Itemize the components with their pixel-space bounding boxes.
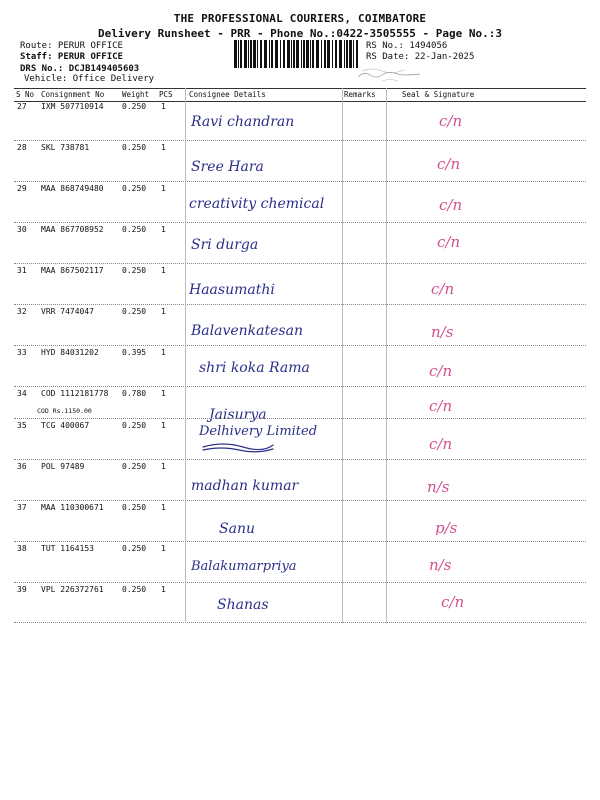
col-seal: Seal & Signature [402, 90, 475, 99]
row-pcs: 1 [161, 102, 166, 111]
row-consignment: MAA 110300671 [41, 503, 104, 512]
row-weight: 0.780 [122, 389, 147, 398]
row-consignment: TCG 400067 [41, 421, 90, 430]
svg-text:Delhivery Limited: Delhivery Limited [199, 424, 318, 439]
svg-text:Sanu: Sanu [219, 521, 255, 537]
svg-text:c/n: c/n [439, 112, 463, 130]
row-consignment: VRR 7474047 [41, 307, 94, 316]
seal-signature [409, 229, 499, 257]
col-consignee: Consignee Details [189, 90, 266, 99]
row-sno: 31 [17, 266, 27, 275]
consignee-signature [189, 464, 419, 498]
row-consignment: TUT 1164153 [41, 544, 94, 553]
row-pcs: 1 [161, 389, 166, 398]
table-row [14, 223, 586, 264]
consignee-signature [189, 227, 419, 261]
table-row [14, 182, 586, 223]
svg-text:c/n: c/n [429, 435, 453, 453]
row-pcs: 1 [161, 462, 166, 471]
row-weight: 0.250 [122, 266, 147, 275]
row-sno: 39 [17, 585, 27, 594]
row-consignment: IXM 507710914 [41, 102, 104, 111]
svg-text:Sri durga: Sri durga [191, 237, 259, 253]
consignee-signature [189, 505, 419, 539]
svg-text:Jaisurya: Jaisurya [209, 407, 267, 423]
svg-text:madhan kumar: madhan kumar [191, 478, 299, 494]
row-weight: 0.395 [122, 348, 147, 357]
svg-text:creativity chemical: creativity chemical [189, 196, 325, 212]
row-weight: 0.250 [122, 225, 147, 234]
row-consignment: MAA 867708952 [41, 225, 104, 234]
table-row [14, 100, 586, 141]
row-sno: 36 [17, 462, 27, 471]
seal-signature [409, 425, 499, 453]
row-pcs: 1 [161, 225, 166, 234]
table-row [14, 460, 586, 501]
seal-signature [409, 188, 499, 216]
seal-signature [409, 393, 499, 421]
col-divider [342, 88, 343, 623]
runsheet-subtitle: Delivery Runsheet - PRR - Phone No.:0422-3505555 - Page No.:3 [98, 27, 502, 40]
svg-text:c/n: c/n [429, 397, 453, 415]
svg-text:Balavenkatesan: Balavenkatesan [191, 323, 303, 339]
row-sno: 38 [17, 544, 27, 553]
row-sno: 34 [17, 389, 27, 398]
consignee-signature [189, 309, 419, 343]
seal-signature [409, 466, 499, 494]
col-sno: S No [16, 90, 35, 99]
row-pcs: 1 [161, 544, 166, 553]
seal-signature [409, 589, 499, 617]
table-row [14, 264, 586, 305]
table-row [14, 542, 586, 583]
col-weight: Weight [122, 90, 150, 99]
svg-text:Balakumarpriya: Balakumarpriya [191, 559, 297, 574]
seal-signature [409, 270, 499, 298]
consignee-signature [189, 186, 419, 220]
row-consignment: MAA 867502117 [41, 266, 104, 275]
col-pcs: PCS [159, 90, 173, 99]
row-consignment: HYD 84031202 [41, 348, 99, 357]
row-weight: 0.250 [122, 503, 147, 512]
consignee-signature [189, 546, 419, 580]
row-pcs: 1 [161, 585, 166, 594]
table-row [14, 141, 586, 182]
row-weight: 0.250 [122, 585, 147, 594]
table-row [14, 419, 586, 460]
seal-signature [409, 352, 499, 380]
row-pcs: 1 [161, 348, 166, 357]
table-row [14, 305, 586, 346]
svg-text:c/n: c/n [441, 593, 465, 611]
col-divider [386, 88, 387, 623]
row-pcs: 1 [161, 184, 166, 193]
row-sno: 37 [17, 503, 27, 512]
row-weight: 0.250 [122, 184, 147, 193]
row-sno: 32 [17, 307, 27, 316]
company-title: THE PROFESSIONAL COURIERS, COIMBATORE [173, 12, 427, 25]
svg-text:Ravi chandran: Ravi chandran [191, 114, 295, 130]
cod-amount: COD Rs.1150.00 [37, 407, 92, 415]
drs-number: DRS No.: DCJB149405603 [20, 64, 140, 74]
col-divider [185, 88, 186, 623]
consignee-signature [189, 145, 419, 179]
seal-signature [409, 106, 499, 134]
svg-text:n/s: n/s [429, 556, 452, 574]
row-sno: 28 [17, 143, 27, 152]
row-pcs: 1 [161, 143, 166, 152]
row-consignment: COD 1112181778 [41, 389, 109, 398]
col-consignment: Consignment No [41, 90, 105, 99]
seal-signature [409, 548, 499, 576]
row-consignment: POL 97489 [41, 462, 85, 471]
svg-text:c/n: c/n [437, 155, 461, 173]
row-weight: 0.250 [122, 102, 147, 111]
rs-date: RS Date: 22-Jan-2025 [366, 52, 475, 62]
row-sno: 30 [17, 225, 27, 234]
table-row [14, 583, 586, 623]
table-row [14, 387, 586, 423]
row-consignment: SKL 738781 [41, 143, 90, 152]
row-weight: 0.250 [122, 307, 147, 316]
seal-signature [409, 507, 499, 535]
table-row [14, 501, 586, 542]
svg-text:Haasumathi: Haasumathi [189, 282, 275, 298]
col-remarks: Remarks [344, 90, 376, 99]
svg-text:Sree Hara: Sree Hara [191, 159, 264, 175]
row-sno: 35 [17, 421, 27, 430]
row-sno: 33 [17, 348, 27, 357]
row-pcs: 1 [161, 307, 166, 316]
row-pcs: 1 [161, 266, 166, 275]
svg-text:n/s: n/s [427, 478, 450, 494]
seal-signature [409, 311, 499, 339]
table-row [14, 346, 586, 387]
row-pcs: 1 [161, 421, 166, 430]
svg-text:n/s: n/s [431, 323, 454, 339]
consignee-signature [189, 350, 419, 384]
consignee-signature [189, 104, 419, 138]
vehicle-label: Vehicle: Office Delivery [24, 74, 155, 84]
staff-label: Staff: PERUR OFFICE [20, 52, 123, 62]
row-pcs: 1 [161, 503, 166, 512]
seal-signature [409, 147, 499, 175]
row-sno: 29 [17, 184, 27, 193]
svg-text:c/n: c/n [437, 233, 461, 251]
svg-text:shri koka Rama: shri koka Rama [199, 360, 310, 376]
consignee-signature [189, 268, 419, 302]
row-weight: 0.250 [122, 143, 147, 152]
consignee-signature [189, 423, 419, 457]
row-consignment: VPL 226372761 [41, 585, 104, 594]
route-label: Route: PERUR OFFICE [20, 41, 123, 51]
barcode-icon [234, 40, 360, 68]
row-weight: 0.250 [122, 544, 147, 553]
row-weight: 0.250 [122, 462, 147, 471]
row-weight: 0.250 [122, 421, 147, 430]
stamp-icon [352, 63, 432, 85]
rs-number: RS No.: 1494056 [366, 41, 448, 51]
svg-text:p/s: p/s [435, 519, 458, 535]
row-sno: 27 [17, 102, 27, 111]
consignee-signature [189, 587, 419, 621]
svg-text:c/n: c/n [429, 362, 453, 380]
row-consignment: MAA 868749480 [41, 184, 104, 193]
svg-text:Shanas: Shanas [217, 597, 269, 613]
svg-text:c/n: c/n [431, 280, 455, 298]
svg-text:c/n: c/n [439, 196, 463, 214]
